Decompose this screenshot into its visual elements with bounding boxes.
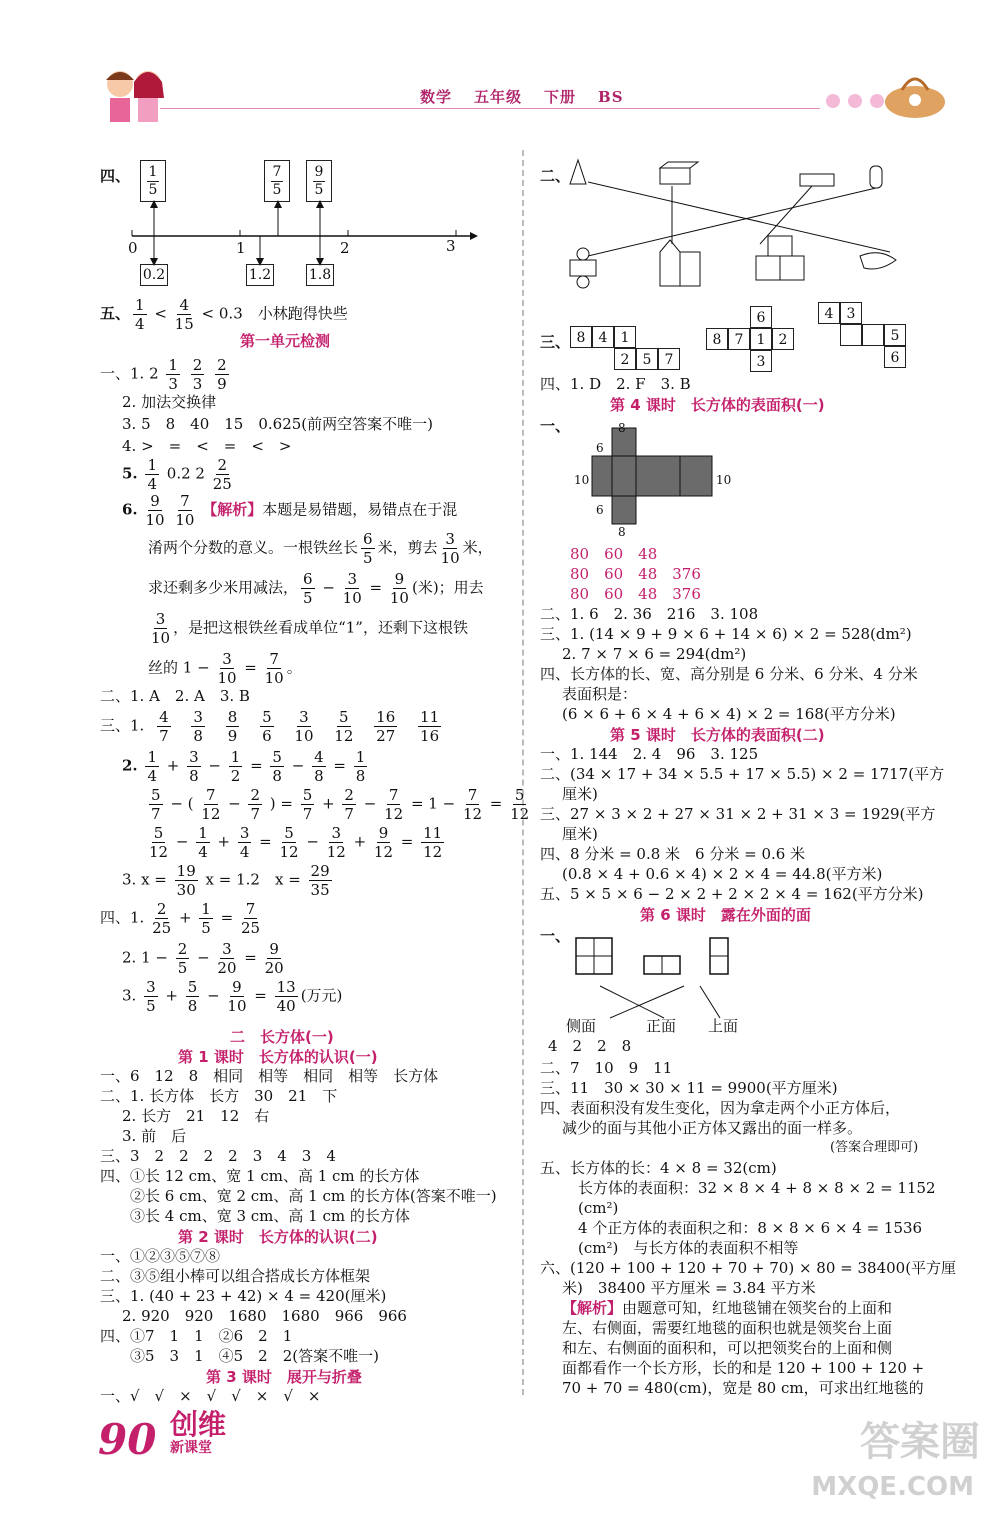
l-san-3: 3. x = $\frac{19}{30}$ x = 1.2 x = $\frac{29}{35}$ bbox=[122, 862, 330, 899]
unit1-title: 第一单元检测 bbox=[240, 332, 331, 350]
analysis-text-3: 求还剩多少米用减法， bbox=[148, 578, 299, 597]
watermark-url: MXQE.COM bbox=[811, 1472, 974, 1502]
numberline-bottom-box-3: 1.8 bbox=[306, 264, 334, 286]
k6-6: 减少的面与其他小正方体又露出的面一样多。 bbox=[562, 1119, 863, 1137]
header-title bbox=[420, 86, 646, 107]
fraction bbox=[191, 356, 205, 393]
q5-label: 五、 bbox=[100, 304, 131, 323]
k5-8: 五、5 × 5 × 6 − 2 × 2 + 2 × 2 × 4 = 162(平方分米) bbox=[540, 885, 924, 903]
cell: 2 bbox=[614, 348, 636, 370]
k2-3: 三、1. (40 + 23 + 42) × 4 = 420(厘米) bbox=[100, 1287, 387, 1305]
k6-15 bbox=[562, 1298, 892, 1318]
analysis-text-5: 丝的 1 − bbox=[148, 658, 210, 677]
u1-row-5: 5. $\frac{1}{4}$ 0.2 2 $\frac{2}{25}$ bbox=[122, 456, 232, 493]
k5-4: 三、27 × 3 × 2 + 27 × 31 × 2 + 31 × 3 = 1929(平方 bbox=[540, 805, 936, 823]
fraction: $\frac{2}{25}$ bbox=[212, 456, 232, 493]
k6-2: 4 2 2 8 bbox=[548, 1037, 632, 1055]
analysis-text-2: 淆两个分数的意义。一根铁丝长 bbox=[148, 538, 359, 557]
header-rule bbox=[160, 108, 820, 109]
u1-row-8: 求还剩多少米用减法， $\frac{6}{5}$ − $\frac{3}{10}$ = $\frac{9}{10}$ (米)；用去 bbox=[148, 570, 484, 607]
q4-label: 四、 bbox=[100, 167, 131, 185]
matching-diagram bbox=[560, 156, 960, 306]
l-san-1: 三、1. $\frac{4}{7}$ $\frac{3}{8}$ $\frac{8}{9}$ $\frac{5}{6}$ $\frac{3}{10}$ $\frac{5}{12}$ $\frac{16}{27}$ $\frac{11}{16}$ bbox=[100, 708, 440, 745]
k6-7: (答案合理即可) bbox=[830, 1140, 919, 1155]
frac-den: 5 bbox=[314, 181, 324, 198]
k2-1: 一、①②③⑤⑦⑧ bbox=[100, 1247, 221, 1265]
numberline-bottom-box-1: 0.2 bbox=[140, 264, 168, 286]
k5-3: 厘米) bbox=[562, 785, 598, 803]
k2-6: ③5 3 1 ④5 2 2(答案不唯一) bbox=[130, 1347, 379, 1365]
frac-num: 2 bbox=[192, 356, 203, 374]
k5-5: 厘米) bbox=[562, 825, 598, 843]
lesson1-title: 第 1 课时 长方体的认识(一) bbox=[178, 1048, 378, 1066]
chapter2-title: 二 长方体(一) bbox=[230, 1028, 334, 1046]
header-volume: 下册 bbox=[544, 88, 577, 106]
k5-1: 一、1. 144 2. 4 96 3. 125 bbox=[540, 745, 759, 763]
lesson3-title: 第 3 课时 展开与折叠 bbox=[206, 1368, 362, 1386]
fraction bbox=[166, 356, 180, 393]
u1-row-3: 3. 5 8 40 15 0.625(前两空答案不唯一) bbox=[122, 415, 433, 433]
l-si-1-label: 四、1. bbox=[100, 908, 145, 927]
u1-row-7: 淆两个分数的意义。一根铁丝长 $\frac{6}{5}$ 米，剪去 $\frac{3}{10}$ 米， bbox=[148, 530, 493, 567]
k1-2: 二、1. 长方体 长方 30 21 下 bbox=[100, 1087, 338, 1105]
cell: 7 bbox=[728, 328, 750, 350]
header-subject: 数学 bbox=[420, 88, 453, 106]
k6-4: 三、11 30 × 30 × 11 = 9900(平方厘米) bbox=[540, 1079, 838, 1097]
frac-den: 4 bbox=[135, 315, 145, 333]
k6-1-label: 一、 bbox=[540, 927, 571, 945]
fraction bbox=[215, 356, 229, 393]
analysis-tag: 【解析】 bbox=[202, 500, 263, 519]
page-number: 90 bbox=[98, 1415, 157, 1464]
k6-14: 米) 38400 平方厘米 = 3.84 平方米 bbox=[562, 1279, 816, 1297]
cell: 6 bbox=[750, 306, 772, 328]
l-san-2a: 2. $\frac{1}{4}$ + $\frac{3}{8}$ − $\frac{1}{2}$ = $\frac{5}{8}$ − $\frac{4}{8}$ = $\frac{1}{8}$ bbox=[122, 748, 366, 785]
u1-row-6: 6. $\frac{9}{10}$ $\frac{7}{10}$ 【解析】本题是易错题，易错点在于混 bbox=[122, 492, 458, 529]
frac-num: 9 bbox=[314, 163, 324, 180]
column-divider bbox=[522, 150, 524, 1395]
surface-net-diagram bbox=[570, 420, 720, 540]
k6-5: 四、表面积没有发生变化，因为拿走两个小正方体后， bbox=[540, 1099, 901, 1117]
analysis-tag: 【解析】 bbox=[562, 1299, 623, 1317]
frac-num: 4 bbox=[179, 296, 189, 314]
header-edition: BS bbox=[598, 88, 624, 106]
frac-num: 1 bbox=[168, 356, 178, 374]
analysis-text-2c: 米， bbox=[462, 538, 493, 557]
net-label-top: 8 bbox=[618, 421, 626, 435]
tick-1: 1 bbox=[236, 239, 246, 257]
k4-r2: 80 60 48 376 bbox=[570, 565, 701, 583]
k6-18: 面都看作一个长方形，长的和是 120 + 100 + 120 + bbox=[562, 1359, 925, 1377]
frac-den: 3 bbox=[168, 375, 178, 393]
k3-1: 一、√ √ × √ √ × √ × bbox=[100, 1387, 321, 1405]
u1-row-9: $\frac{3}{10}$ ，是把这根铁丝看成单位“1”，还剩下这根铁 bbox=[151, 610, 468, 647]
fraction: $\frac{1}{4}$ bbox=[147, 456, 157, 493]
lesson2-title: 第 2 课时 长方体的认识(二) bbox=[178, 1228, 378, 1246]
k4-1-label: 一、 bbox=[540, 417, 571, 435]
k4-7: (6 × 6 + 6 × 4 + 6 × 4) × 2 = 168(平方分米) bbox=[562, 705, 896, 723]
k5-2: 二、(34 × 17 + 34 × 5.5 + 17 × 5.5) × 2 = 1717(平方 bbox=[540, 765, 945, 783]
frac-den: 3 bbox=[192, 375, 203, 393]
k1-3: 2. 长方 21 12 右 bbox=[122, 1107, 270, 1125]
l-si-3: 3. $\frac{3}{5}$ + $\frac{5}{8}$ − $\frac{9}{10}$ = $\frac{13}{40}$ (万元) bbox=[122, 978, 343, 1015]
k4-r3: 80 60 48 376 bbox=[570, 585, 701, 603]
k1-4: 3. 前 后 bbox=[122, 1127, 187, 1145]
numberline-top-box-3 bbox=[306, 160, 332, 202]
view-top: 上面 bbox=[708, 1017, 739, 1035]
k6-9: 长方体的表面积：32 × 8 × 4 + 8 × 8 × 2 = 1152 bbox=[578, 1179, 936, 1197]
analysis-text-4: ，是把这根铁丝看成单位“1”，还剩下这根铁 bbox=[173, 618, 468, 637]
r-san-label: 三、 bbox=[540, 333, 571, 351]
cell: 4 bbox=[592, 326, 614, 348]
u1-5-mid: 0.2 bbox=[166, 464, 191, 483]
k4-6: 表面积是： bbox=[562, 685, 638, 703]
cell: 1 bbox=[614, 326, 636, 348]
net-label-left: 10 bbox=[574, 473, 590, 487]
k6-8: 五、长方体的长：4 × 8 = 32(cm) bbox=[540, 1159, 777, 1177]
girls-illustration-icon bbox=[90, 62, 180, 132]
k4-r1: 80 60 48 bbox=[570, 545, 658, 563]
cell: 4 bbox=[818, 302, 840, 324]
l-san-1-label: 三、1. bbox=[100, 716, 145, 735]
cell bbox=[840, 324, 862, 346]
l-si-3-unit: (万元) bbox=[300, 986, 343, 1005]
brand-title: 创维 bbox=[170, 1408, 227, 1441]
l-si-1: 四、1. $\frac{2}{25}$ + $\frac{1}{5}$ = $\frac{7}{25}$ bbox=[100, 900, 261, 937]
page-header bbox=[0, 0, 1000, 140]
k6-19: 70 + 70 = 480(cm)，宽是 80 cm，可求出红地毯的 bbox=[562, 1379, 924, 1397]
cell: 5 bbox=[636, 348, 658, 370]
l-san-3b-text: x = 1.2 x = bbox=[205, 870, 301, 889]
views-diagram bbox=[570, 934, 750, 1020]
fraction bbox=[133, 296, 147, 333]
analysis-text-2b: 米，剪去 bbox=[377, 538, 438, 557]
cell: 5 bbox=[884, 324, 906, 346]
l-er: 二、1. A 2. A 3. B bbox=[100, 687, 250, 705]
u1-6-label: 6. bbox=[122, 500, 138, 519]
watermark-text: 答案圈 bbox=[860, 1419, 980, 1465]
u1-5-label: 5. bbox=[122, 464, 138, 483]
cell: 7 bbox=[658, 348, 680, 370]
brand-subtitle: 新课堂 bbox=[170, 1440, 212, 1456]
lesson6-title: 第 6 课时 露在外面的面 bbox=[640, 906, 811, 924]
k4-5: 四、长方体的长、宽、高分别是 6 分米、6 分米、4 分米 bbox=[540, 665, 918, 683]
header-grade: 五年级 bbox=[474, 88, 523, 106]
k1-7: ②长 6 cm、宽 2 cm、高 1 cm 的长方体(答案不唯一) bbox=[130, 1187, 497, 1205]
frac-den: 5 bbox=[148, 181, 158, 198]
u1-row-2: 2. 加法交换律 bbox=[122, 393, 217, 411]
numberline-top-box-1 bbox=[140, 160, 166, 202]
q5-row: 五、 $\frac{1}{4}$ < $\frac{4}{15}$ < 0.3 小林跑得快些 bbox=[100, 296, 348, 333]
k4-3: 三、1. (14 × 9 + 9 × 6 + 14 × 6) × 2 = 528(dm²) bbox=[540, 625, 912, 643]
cell: 3 bbox=[750, 350, 772, 372]
r-er-label: 二、 bbox=[540, 167, 571, 185]
cell bbox=[862, 324, 884, 346]
number-line bbox=[120, 200, 480, 270]
tick-2: 2 bbox=[340, 239, 350, 257]
q5-text: < 0.3 小林跑得快些 bbox=[201, 304, 348, 323]
numberline-bottom-box-2: 1.2 bbox=[246, 264, 274, 286]
view-front: 正面 bbox=[646, 1017, 677, 1035]
k5-7: (0.8 × 4 + 0.6 × 4) × 2 × 4 = 44.8(平方米) bbox=[562, 865, 883, 883]
k6-12: (cm²) 与长方体的表面积不相等 bbox=[578, 1239, 799, 1257]
u1-1-text: 一、1. 2 bbox=[100, 364, 159, 383]
frac-den: 9 bbox=[217, 375, 227, 393]
k6-10: (cm²) bbox=[578, 1199, 619, 1217]
tick-3: 3 bbox=[446, 237, 456, 255]
l-si-2: 2. 1 − $\frac{2}{5}$ − $\frac{3}{20}$ = $\frac{9}{20}$ bbox=[122, 940, 284, 977]
frac-den: 15 bbox=[174, 315, 194, 333]
bag-illustration-icon bbox=[880, 68, 950, 122]
k2-5: 四、①7 1 1 ②6 2 1 bbox=[100, 1327, 293, 1345]
l-si-2-label: 2. 1 − bbox=[122, 948, 168, 967]
k5-6: 四、8 分米 = 0.8 米 6 分米 = 0.6 米 bbox=[540, 845, 806, 863]
k6-16: 左、右侧面，需要红地毯的面积也就是领奖台上面 bbox=[562, 1319, 893, 1337]
numberline-top-box-2 bbox=[264, 160, 290, 202]
lesson4-title: 第 4 课时 长方体的表面积(一) bbox=[610, 396, 825, 414]
net-label-left-top: 6 bbox=[596, 441, 604, 455]
k1-1: 一、6 12 8 相同 相等 相同 相等 长方体 bbox=[100, 1067, 439, 1085]
l-san-3-text: 3. x = bbox=[122, 870, 167, 889]
k6-15-text: 由题意可知，红地毯铺在领奖台的上面和 bbox=[622, 1299, 893, 1317]
r-si: 四、1. D 2. F 3. B bbox=[540, 375, 691, 393]
u1-row-4: 4. > = < = < > bbox=[122, 437, 292, 455]
k2-2: 二、③⑤组小棒可以组合搭成长方体框架 bbox=[100, 1267, 371, 1285]
frac-num: 1 bbox=[148, 163, 158, 180]
k6-17: 和左、右侧面的面积和，可以把领奖台的上面和侧 bbox=[562, 1339, 893, 1357]
k1-5: 三、3 2 2 2 2 3 4 3 4 bbox=[100, 1147, 336, 1165]
l-si-3-label: 3. bbox=[122, 986, 137, 1005]
k1-8: ③长 4 cm、宽 3 cm、高 1 cm 的长方体 bbox=[130, 1207, 410, 1225]
k2-4: 2. 920 920 1680 1680 966 966 bbox=[122, 1307, 407, 1325]
frac-num: 1 bbox=[135, 296, 145, 314]
analysis-text-3b: (米)；用去 bbox=[411, 578, 484, 597]
k1-6: 四、①长 12 cm、宽 1 cm、高 1 cm 的长方体 bbox=[100, 1167, 420, 1185]
u1-row-1 bbox=[100, 356, 232, 393]
frac-den: 5 bbox=[272, 181, 282, 198]
l-san-2c: $\frac{5}{12}$ − $\frac{1}{4}$ + $\frac{3}{4}$ = $\frac{5}{12}$ − $\frac{3}{12}$ + $\frac{9}{12}$ = $\frac{11}{12}$ bbox=[149, 824, 443, 861]
k4-2: 二、1. 6 2. 36 216 3. 108 bbox=[540, 605, 759, 623]
net-label-right: 10 bbox=[716, 473, 732, 487]
u1-row-10: 丝的 1 − $\frac{3}{10}$ = $\frac{7}{10}$ 。 bbox=[148, 650, 302, 687]
view-side: 侧面 bbox=[566, 1017, 597, 1035]
k6-11: 4 个正方体的表面积之和：8 × 8 × 6 × 4 = 1536 bbox=[578, 1219, 923, 1237]
tick-0: 0 bbox=[128, 239, 138, 257]
cell: 6 bbox=[884, 346, 906, 368]
net-label-left-bottom: 6 bbox=[596, 503, 604, 517]
k6-3: 二、7 10 9 11 bbox=[540, 1059, 673, 1077]
cell: 3 bbox=[840, 302, 862, 324]
frac-num: 2 bbox=[217, 356, 227, 374]
cell: 8 bbox=[570, 326, 592, 348]
k6-13: 六、(120 + 100 + 120 + 70 + 70) × 80 = 38400(平方厘 bbox=[540, 1259, 957, 1277]
lesson5-title: 第 5 课时 长方体的表面积(二) bbox=[610, 726, 825, 744]
k4-4: 2. 7 × 7 × 6 = 294(dm²) bbox=[562, 645, 747, 663]
cell: 2 bbox=[772, 328, 794, 350]
cell: 1 bbox=[750, 328, 772, 350]
fraction bbox=[175, 296, 194, 333]
cell: 8 bbox=[706, 328, 728, 350]
analysis-text-1: 本题是易错题，易错点在于混 bbox=[262, 500, 458, 519]
l-san-2b: $\frac{5}{7}$ − ( $\frac{7}{12}$ − $\frac{2}{7}$ ) = $\frac{5}{7}$ + $\frac{2}{7}$ − $\frac{7}{12}$ = 1 − $\frac{7}{12}$ = $\frac{5}{12}$ bbox=[151, 786, 530, 823]
brand-logo bbox=[170, 1410, 226, 1456]
frac-num: 7 bbox=[272, 163, 282, 180]
net-label-bottom: 8 bbox=[618, 525, 626, 539]
